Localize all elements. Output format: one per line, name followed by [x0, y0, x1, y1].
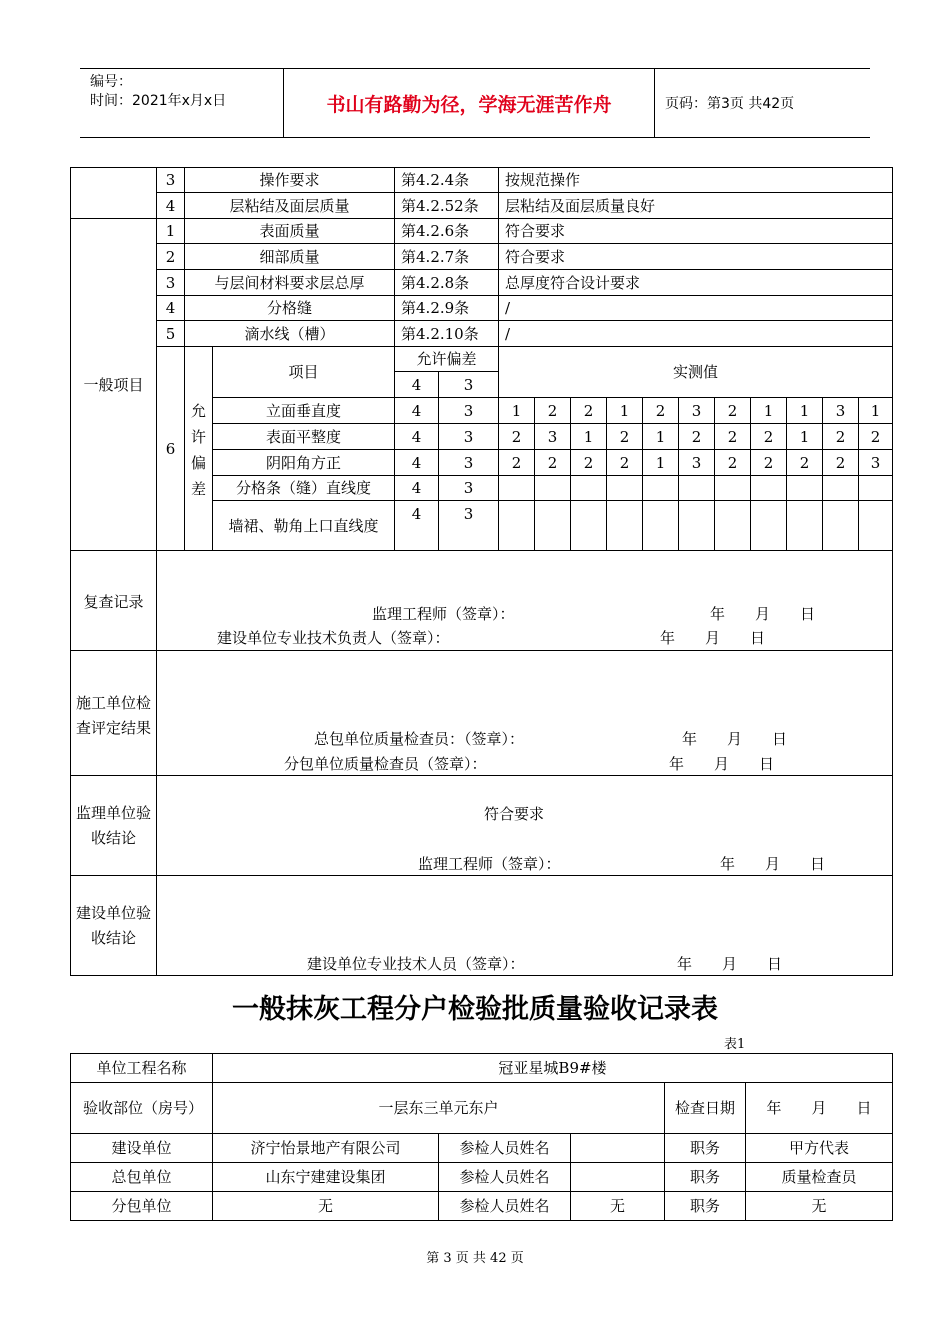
measured-value: 2: [715, 450, 751, 476]
supervisor-label-line: 监理单位验: [75, 804, 151, 822]
measured-value: 2: [571, 398, 607, 424]
measured-value: 2: [751, 450, 787, 476]
measured-value: 2: [607, 450, 643, 476]
project-label: 单位工程名称: [71, 1054, 213, 1083]
insp-label: 参检人员姓名: [439, 1163, 571, 1192]
contractor-cell: [157, 651, 893, 776]
measured-value: 2: [787, 450, 823, 476]
role-label: 职务: [665, 1192, 746, 1221]
table-row: [71, 244, 893, 270]
table-row: [71, 1163, 893, 1192]
row-clause: 第4.2.10条: [395, 321, 499, 347]
insp-value: [571, 1134, 665, 1163]
row-result: /: [499, 321, 893, 347]
measured-value: 1: [607, 398, 643, 424]
measured-value: 2: [823, 450, 859, 476]
row-clause: 第4.2.9条: [395, 296, 499, 321]
measured-value: [499, 476, 535, 501]
check-date-value: 年 月 日: [746, 1083, 893, 1134]
supervisor-conclusion: 符合要求: [484, 805, 545, 823]
row-item: 层粘结及面层质量: [185, 193, 395, 219]
header-page-info: 页码：第3页 共42页: [665, 96, 795, 112]
allow-sub-b: 3: [439, 372, 499, 398]
row-item: 与层间材料要求层总厚: [185, 270, 395, 296]
row-no: 3: [157, 168, 185, 193]
owner-label-line: 建设单位验: [75, 904, 151, 922]
dev-b: 3: [439, 398, 499, 424]
row-result: 按规范操作: [499, 168, 893, 193]
contractor-date1: 年 月 日: [682, 730, 788, 748]
measured-value: 1: [859, 398, 893, 424]
measured-value: [859, 476, 893, 501]
check-date-label: 检查日期: [665, 1083, 746, 1134]
allow-sub-a: 4: [395, 372, 439, 398]
role-label: 职务: [665, 1134, 746, 1163]
header-motto: 书山有路勤为径，学海无涯苦作舟: [283, 69, 655, 137]
row-result: 总厚度符合设计要求: [499, 270, 893, 296]
row-no: 3: [157, 270, 185, 296]
deviation-label: [185, 398, 213, 551]
dev-a: 4: [395, 398, 439, 424]
measured-value: [571, 501, 607, 551]
form2-table: [70, 1053, 893, 1221]
measured-value: 1: [751, 398, 787, 424]
row-item: 分格缝: [185, 296, 395, 321]
measured-value: 2: [751, 424, 787, 450]
review-date2: 年 月 日: [660, 629, 766, 647]
contractor-row: [71, 651, 893, 776]
dev-item: 墙裙、勒角上口直线度: [213, 501, 395, 551]
measured-value: 2: [715, 424, 751, 450]
measured-value: 2: [535, 450, 571, 476]
project-value: 冠亚星城B9#楼: [213, 1054, 893, 1083]
insp-label: 参检人员姓名: [439, 1134, 571, 1163]
measured-value: [715, 501, 751, 551]
dev-a: 4: [395, 450, 439, 476]
unit-value: 济宁怡景地产有限公司: [213, 1134, 439, 1163]
unit-value: 无: [213, 1192, 439, 1221]
measured-value: 1: [571, 424, 607, 450]
row-item: 操作要求: [185, 168, 395, 193]
owner-row: [71, 876, 893, 976]
measured-value: 3: [535, 424, 571, 450]
measured-value: [607, 501, 643, 551]
role-value: 无: [746, 1192, 893, 1221]
page-header: [80, 68, 870, 138]
contractor-date2: 年 月 日: [669, 755, 775, 773]
dev-b: 3: [439, 424, 499, 450]
review-row: [71, 551, 893, 651]
measured-value: [535, 476, 571, 501]
owner-cell: [157, 876, 893, 976]
measured-value: 3: [823, 398, 859, 424]
item-header: 项目: [213, 347, 395, 398]
owner-sig: 建设单位专业技术人员（签章）：: [307, 955, 525, 973]
row-no: 1: [157, 219, 185, 244]
label-char: 偏: [190, 453, 206, 472]
row-no: 4: [157, 296, 185, 321]
insp-label: 参检人员姓名: [439, 1192, 571, 1221]
owner-label: [71, 876, 157, 976]
contractor-sig2: 分包单位质量检查员（签章）：: [284, 755, 487, 773]
table-row: [71, 168, 893, 193]
table-row: [71, 1134, 893, 1163]
table-row: [71, 347, 893, 372]
label-char: 差: [190, 479, 206, 498]
role-value: 质量检查员: [746, 1163, 893, 1192]
table-row: [71, 193, 893, 219]
review-date1: 年 月 日: [710, 605, 816, 623]
supervisor-label-line: 收结论: [90, 829, 136, 847]
measured-value: [751, 501, 787, 551]
measured-value: 2: [643, 398, 679, 424]
unit-label: 建设单位: [71, 1134, 213, 1163]
measured-value: 3: [859, 450, 893, 476]
measured-value: 1: [643, 424, 679, 450]
supervisor-date: 年 月 日: [720, 855, 826, 873]
row-item: 细部质量: [185, 244, 395, 270]
measured-header: 实测值: [499, 347, 893, 398]
dev-b: 3: [439, 476, 499, 501]
insp-value: 无: [571, 1192, 665, 1221]
measured-value: 1: [643, 450, 679, 476]
location-label: 验收部位（房号）: [71, 1083, 213, 1134]
row-clause: 第4.2.52条: [395, 193, 499, 219]
measured-value: [643, 501, 679, 551]
table-number: 表1: [724, 1037, 746, 1052]
measured-value: 1: [499, 398, 535, 424]
measured-value: [535, 501, 571, 551]
row-clause: 第4.2.6条: [395, 219, 499, 244]
unit-label: 分包单位: [71, 1192, 213, 1221]
inspection-table: [70, 167, 893, 976]
row-clause: 第4.2.4条: [395, 168, 499, 193]
insp-value: [571, 1163, 665, 1192]
row-clause: 第4.2.8条: [395, 270, 499, 296]
supervisor-sig: 监理工程师（签章）：: [418, 855, 561, 873]
row-result: 层粘结及面层质量良好: [499, 193, 893, 219]
measured-value: [823, 501, 859, 551]
table-row: [71, 1083, 893, 1134]
row-item: 滴水线（槽）: [185, 321, 395, 347]
review-sig2: 建设单位专业技术负责人（签章）：: [217, 629, 450, 647]
label-char: 允: [190, 401, 206, 420]
measured-value: 1: [787, 398, 823, 424]
dev-item: 表面平整度: [213, 424, 395, 450]
row-no: 2: [157, 244, 185, 270]
table-row: [71, 270, 893, 296]
unit-label: 总包单位: [71, 1163, 213, 1192]
role-label: 职务: [665, 1163, 746, 1192]
supervisor-row: [71, 776, 893, 876]
owner-label-line: 收结论: [90, 929, 136, 947]
row-no: 5: [157, 321, 185, 347]
deviation-no: 6: [157, 347, 185, 551]
header-left: [80, 69, 283, 137]
review-sig1: 监理工程师（签章）：: [372, 605, 515, 623]
measured-value: [679, 476, 715, 501]
label-char: 许: [190, 427, 206, 446]
measured-value: [787, 501, 823, 551]
measured-value: 2: [571, 450, 607, 476]
measured-value: [571, 476, 607, 501]
measured-value: [499, 501, 535, 551]
measured-value: 3: [679, 450, 715, 476]
measured-value: [715, 476, 751, 501]
row-result: 符合要求: [499, 244, 893, 270]
allow-header: 允许偏差: [395, 347, 499, 372]
table-row: [71, 296, 893, 321]
row-clause: 第4.2.7条: [395, 244, 499, 270]
measured-value: 2: [859, 424, 893, 450]
measured-value: [643, 476, 679, 501]
dev-a: 4: [395, 424, 439, 450]
row-no: 4: [157, 193, 185, 219]
measured-value: 2: [679, 424, 715, 450]
deviation-label-top: [185, 347, 213, 398]
dev-item: 分格条（缝）直线度: [213, 476, 395, 501]
main-control-label: [71, 168, 157, 219]
row-result: /: [499, 296, 893, 321]
number-label: 编号：: [90, 74, 132, 90]
measured-value: [679, 501, 715, 551]
measured-value: [823, 476, 859, 501]
table-row: [71, 321, 893, 347]
owner-date: 年 月 日: [677, 955, 783, 973]
dev-b: 3: [439, 501, 499, 551]
time-label: 时间：2021年x月x日: [90, 93, 227, 109]
measured-value: [787, 476, 823, 501]
page-footer: 第 3 页 共 42 页: [426, 1251, 524, 1266]
row-item: 表面质量: [185, 219, 395, 244]
table-row: [71, 1192, 893, 1221]
table-row: [71, 219, 893, 244]
general-items-label: 一般项目: [71, 219, 157, 551]
contractor-sig1: 总包单位质量检查员：（签章）：: [314, 730, 525, 748]
table-row: [71, 398, 893, 424]
review-label: 复查记录: [71, 551, 157, 651]
location-value: 一层东三单元东户: [213, 1083, 665, 1134]
measured-value: 3: [679, 398, 715, 424]
contractor-label-line: 施工单位检: [75, 694, 151, 712]
measured-value: [859, 501, 893, 551]
measured-value: [607, 476, 643, 501]
measured-value: 2: [535, 398, 571, 424]
measured-value: 1: [787, 424, 823, 450]
contractor-label: [71, 651, 157, 776]
supervisor-label: [71, 776, 157, 876]
form2-title: 一般抹灰工程分户检验批质量验收记录表: [232, 994, 718, 1025]
dev-b: 3: [439, 450, 499, 476]
measured-value: 2: [499, 450, 535, 476]
dev-item: 阴阳角方正: [213, 450, 395, 476]
measured-value: 2: [607, 424, 643, 450]
table-row: [71, 1054, 893, 1083]
review-cell: [157, 551, 893, 651]
supervisor-cell: [157, 776, 893, 876]
dev-a: 4: [395, 501, 439, 551]
dev-a: 4: [395, 476, 439, 501]
measured-value: [751, 476, 787, 501]
measured-value: 2: [823, 424, 859, 450]
measured-value: 2: [499, 424, 535, 450]
unit-value: 山东宁建建设集团: [213, 1163, 439, 1192]
role-value: 甲方代表: [746, 1134, 893, 1163]
row-result: 符合要求: [499, 219, 893, 244]
contractor-label-line: 查评定结果: [75, 719, 151, 737]
measured-value: 2: [715, 398, 751, 424]
dev-item: 立面垂直度: [213, 398, 395, 424]
